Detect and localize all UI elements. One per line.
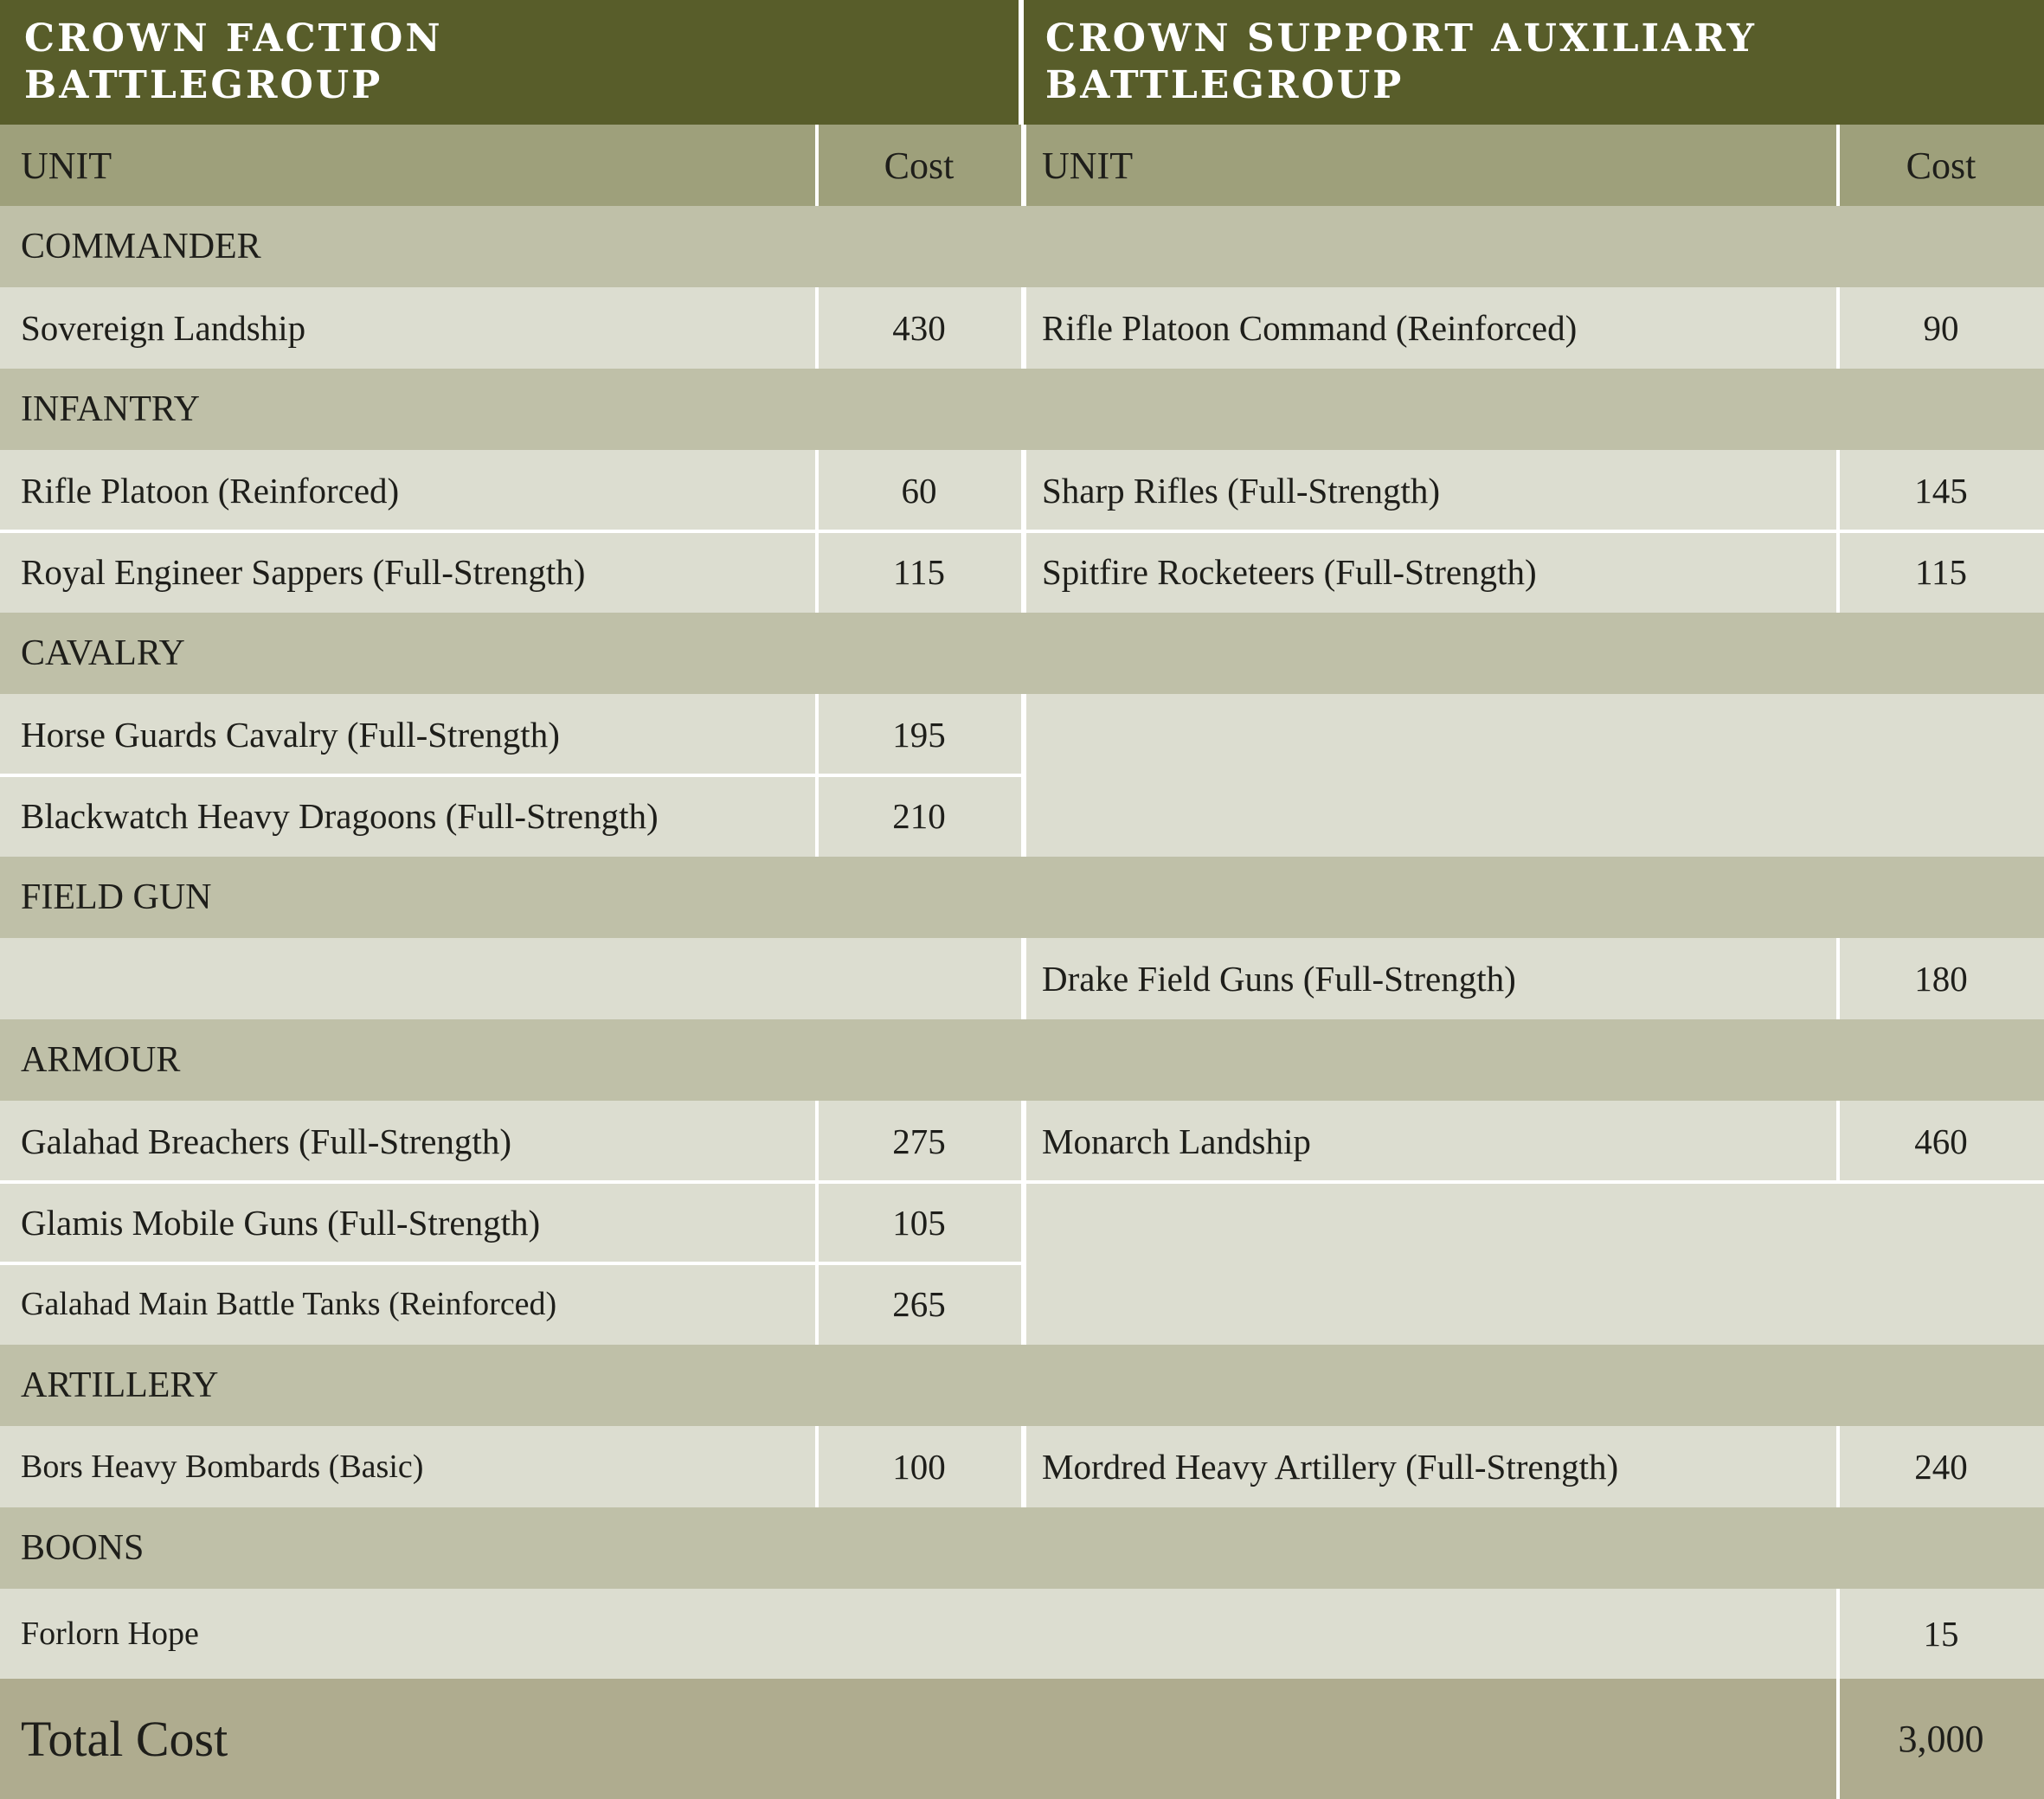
unit-name: Glamis Mobile Guns (Full-Strength) [21,1203,541,1243]
column-divider [1021,125,1026,206]
unit-cost: 265 [892,1284,946,1324]
unit-cost: 60 [901,471,937,511]
section-label: BOONS [21,1528,145,1568]
section-commander [0,206,2044,287]
unit-cost: 105 [892,1203,946,1243]
row-divider [0,530,1021,533]
column-divider [1836,1426,1840,1507]
total-label: Total Cost [21,1711,228,1767]
unit-name: Spitfire Rocketeers (Full-Strength) [1042,552,1537,592]
right-unit-header: UNIT [1042,144,1134,187]
section-label: FIELD GUN [21,877,212,917]
unit-name: Bors Heavy Bombards (Basic) [21,1449,424,1485]
section-artillery [0,1345,2044,1426]
row-divider [0,774,1021,777]
header-divider [1019,0,1024,125]
section-boons [0,1507,2044,1589]
section-infantry [0,369,2044,450]
unit-name: Mordred Heavy Artillery (Full-Strength) [1042,1447,1619,1487]
right-battlegroup-title: CROWN SUPPORT AUXILIARY BATTLEGROUP [1045,16,1757,107]
unit-cost: 430 [892,308,946,348]
unit-cost: 15 [1923,1614,1959,1654]
total-value: 3,000 [1898,1718,1984,1760]
table-row [0,1589,2044,1679]
unit-cost: 180 [1914,959,1968,999]
column-divider [1021,694,1026,857]
unit-cost: 90 [1923,308,1959,348]
unit-name: Royal Engineer Sappers (Full-Strength) [21,552,586,592]
unit-cost: 115 [1915,552,1967,592]
row-divider [0,1180,1021,1184]
unit-name: Drake Field Guns (Full-Strength) [1042,959,1516,999]
column-divider [1836,125,1840,206]
unit-cost: 100 [892,1447,946,1487]
column-divider [1021,938,1026,1019]
section-label: CAVALRY [21,633,185,673]
left-cost-header: Cost [884,144,955,187]
unit-cost: 210 [892,796,946,836]
column-divider [1021,1101,1026,1345]
section-label: INFANTRY [21,389,200,429]
column-divider [1021,287,1026,369]
unit-cost: 240 [1914,1447,1968,1487]
column-divider [1836,1589,1840,1799]
unit-name: Galahad Breachers (Full-Strength) [21,1121,511,1161]
unit-name: Forlorn Hope [21,1616,199,1652]
column-divider [1836,1101,1840,1182]
section-field-gun [0,857,2044,938]
unit-name: Blackwatch Heavy Dragoons (Full-Strength) [21,796,659,836]
column-divider [815,1101,819,1345]
section-label: ARMOUR [21,1040,181,1080]
section-label: ARTILLERY [21,1365,219,1405]
row-divider [1026,1180,2044,1184]
unit-cost: 460 [1914,1121,1968,1161]
left-battlegroup-title: CROWN FACTION BATTLEGROUP [24,16,443,107]
unit-name: Rifle Platoon (Reinforced) [21,471,400,511]
unit-cost: 275 [892,1121,946,1161]
unit-name: Monarch Landship [1042,1121,1311,1161]
unit-name: Sovereign Landship [21,308,306,348]
unit-name: Sharp Rifles (Full-Strength) [1042,471,1441,511]
total-row [0,1679,2044,1799]
row-divider [1026,530,2044,533]
column-divider [815,125,819,206]
unit-cost: 195 [892,715,946,755]
column-divider [815,1426,819,1507]
row-divider [0,1262,1021,1265]
column-divider [1836,938,1840,1019]
unit-cost: 115 [893,552,945,592]
unit-name: Rifle Platoon Command (Reinforced) [1042,308,1578,348]
unit-name: Horse Guards Cavalry (Full-Strength) [21,715,560,755]
column-divider [815,287,819,369]
column-divider [1021,1426,1026,1507]
left-unit-header: UNIT [21,144,112,187]
column-divider [1836,287,1840,369]
section-armour [0,1019,2044,1101]
section-cavalry [0,613,2044,694]
section-label: COMMANDER [21,227,261,267]
unit-cost: 145 [1914,471,1968,511]
right-cost-header: Cost [1906,144,1977,187]
unit-name: Galahad Main Battle Tanks (Reinforced) [21,1286,557,1322]
